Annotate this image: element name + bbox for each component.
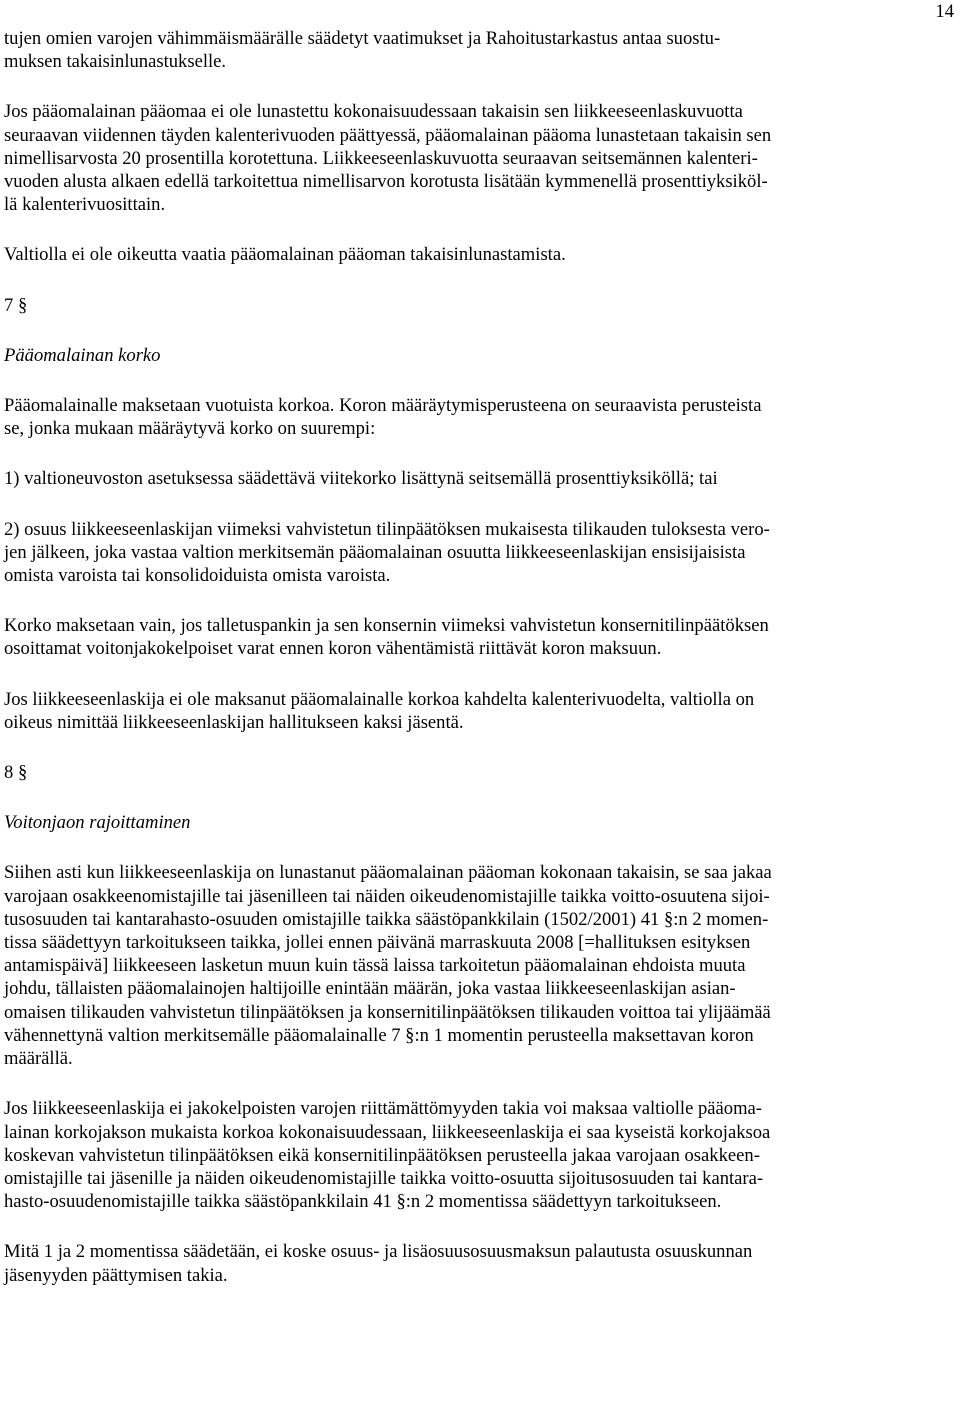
- page-number: 14: [935, 1, 954, 22]
- section-8-paragraph-1: [4, 861, 956, 1070]
- text-line: antamispäivä] liikkeeseen lasketun muun kuin tässä laissa tarkoitetun pääomalainan ehdoista muuta: [4, 955, 746, 977]
- section-8-paragraph-2: [4, 1097, 956, 1213]
- text-line: tujen omien varojen vähimmäismäärälle säädetyt vaatimukset ja Rahoitustarkastus antaa suostu-: [4, 28, 721, 49]
- text-line: tissa säädettyyn tarkoitukseen taikka, jollei ennen päivänä marraskuuta 2008 [=hallituksen esityksen: [4, 932, 751, 954]
- text-line: lainan korkojakson mukaista korkoa kokonaisuudessaan, liikkeeseenlaskija ei saa kyseistä korkojaksoa: [4, 1121, 771, 1143]
- section-8-title: Voitonjaon rajoittaminen: [4, 812, 191, 834]
- section-7-paragraph-4: [4, 614, 956, 660]
- text-line: Korko maksetaan vain, jos talletuspankin ja sen konsernin viimeksi vahvistetun konsernitilinpäätöksen: [4, 615, 769, 637]
- text-line: määrällä.: [4, 1048, 73, 1070]
- text-line: Pääomalainalle maksetaan vuotuista korkoa. Koron määräytymisperusteena on seuraavista perusteista: [4, 395, 762, 417]
- text-line: vähennettynä valtion merkitsemälle pääomalainalle 7 §:n 1 momentin perusteella maksettavan koron: [4, 1024, 754, 1046]
- text-line: Jos liikkeeseenlaskija ei jakokelpoisten varojen riittämättömyyden takia voi maksaa valtiolle pääoma-: [4, 1098, 762, 1120]
- text-line: seuraavan viidennen täyden kalenterivuoden päättyessä, pääomalainan pääoma lunastetaan takaisin sen: [4, 124, 772, 146]
- paragraph-no-right: [4, 243, 956, 266]
- text-line: Mitä 1 ja 2 momentissa säädetään, ei koske osuus- ja lisäosuusosuusmaksun palautusta osuuskunnan: [4, 1241, 753, 1263]
- section-7-paragraph-1: [4, 394, 956, 440]
- text-line: lä kalenterivuosittain.: [4, 194, 166, 216]
- section-7-paragraph-3: [4, 518, 956, 588]
- section-7-paragraph-5: [4, 688, 956, 734]
- text-line: 2) osuus liikkeeseenlaskijan viimeksi vahvistetun tilinpäätöksen mukaisesta tilikauden tuloksesta vero-: [4, 518, 770, 540]
- section-8-paragraph-3: [4, 1240, 956, 1286]
- paragraph-intro-continuation: [4, 27, 956, 73]
- text-line: se, jonka mukaan määräytyvä korko on suurempi:: [4, 418, 376, 440]
- text-line: varojaan osakkeenomistajille tai jäsenilleen tai näiden oikeudenomistajille taikka voitto-osuutena sijoi-: [4, 885, 770, 907]
- section-7-title: Pääomalainan korko: [4, 344, 161, 366]
- text-line: omistajille tai jäsenille ja näiden oikeudenomistajille taikka voitto-osuutta sijoitusosuuden tai kantara-: [4, 1167, 764, 1189]
- text-line: johdu, tällaisten pääomalainojen haltijoille enintään määrän, joka vastaa liikkeeseenlaskijan asian-: [4, 978, 736, 1000]
- text-line: muksen takaisinlunastukselle.: [4, 51, 227, 73]
- text-line: osoittamat voitonjakokelpoiset varat ennen koron vähentämistä riittävät koron maksuun.: [4, 638, 662, 660]
- text-line: tusosuuden tai kantarahasto-osuuden omistajille taikka säästöpankkilain (1502/2001) 41 §:n 2 momen-: [4, 908, 769, 930]
- text-line: Valtiolla ei ole oikeutta vaatia pääomalainan pääoman takaisinlunastamista.: [4, 244, 566, 266]
- section-7-number: 7 §: [4, 294, 28, 316]
- text-line: 1) valtioneuvoston asetuksessa säädettävä viitekorko lisättynä seitsemällä prosenttiyksiköllä; tai: [4, 468, 718, 490]
- text-line: oikeus nimittää liikkeeseenlaskijan hallitukseen kaksi jäsentä.: [4, 711, 464, 733]
- text-line: jen jälkeen, joka vastaa valtion merkitsemän pääomalainan osuutta liikkeeseenlaskijan ensisijaisista: [4, 541, 746, 563]
- document-body: [4, 27, 956, 1314]
- paragraph-redemption: [4, 100, 956, 216]
- section-8-number: 8 §: [4, 762, 28, 784]
- text-line: Jos liikkeeseenlaskija ei ole maksanut pääomalainalle korkoa kahdelta kalenterivuodelta, valtiolla on: [4, 688, 755, 710]
- text-line: koskevan vahvistetun tilinpäätöksen eikä konsernitilinpäätöksen perusteella jakaa varojaan osakkeen-: [4, 1144, 760, 1166]
- text-line: Siihen asti kun liikkeeseenlaskija on lunastanut pääomalainan pääoman kokonaan takaisin, se saa jakaa: [4, 862, 772, 884]
- text-line: hasto-osuudenomistajille taikka säästöpankkilain 41 §:n 2 momentissa säädettyyn tarkoitukseen.: [4, 1191, 722, 1213]
- text-line: vuoden alusta alkaen edellä tarkoitettua nimellisarvon korotusta lisätään kymmenellä prosenttiyksiköl-: [4, 171, 768, 193]
- text-line: nimellisarvosta 20 prosentilla korotettuna. Liikkeeseenlaskuvuotta seuraavan seitsemännen kalenteri-: [4, 147, 758, 169]
- text-line: jäsenyyden päättymisen takia.: [4, 1264, 228, 1286]
- text-line: Jos pääomalainan pääomaa ei ole lunastettu kokonaisuudessaan takaisin sen liikkeeseenlaskuvuotta: [4, 101, 743, 123]
- text-line: omista varoista tai konsolidoiduista omista varoista.: [4, 565, 391, 587]
- text-line: omaisen tilikauden vahvistetun tilinpäätöksen ja konsernitilinpäätöksen tilikauden voittoa tai ylijäämää: [4, 1001, 771, 1023]
- section-7-paragraph-2: [4, 467, 956, 490]
